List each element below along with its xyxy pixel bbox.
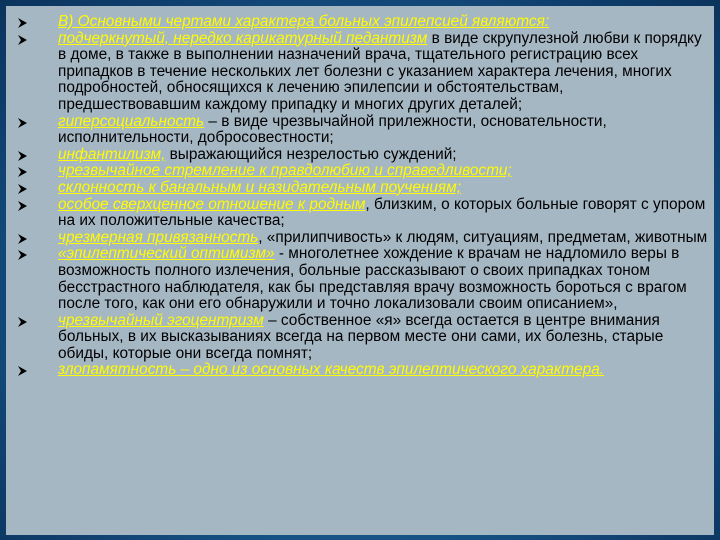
list-item: [18, 197, 708, 230]
item-rest: выражающийся незрелостью суждений;: [165, 145, 457, 163]
arrow-bullet-icon: [18, 180, 58, 197]
item-lead: злопамятность – одно из основных качеств эпилептического характера.: [58, 361, 605, 379]
list-item: [18, 163, 708, 180]
arrow-bullet-icon: [18, 14, 58, 31]
arrow-bullet-icon: [18, 362, 58, 379]
list-item: [18, 230, 708, 247]
list-item: [18, 362, 708, 379]
item-lead: В) Основными чертами характера больных эпилепсией являются:: [58, 13, 550, 30]
item-rest: , близким, о которых больные говорят с упором на их положительные качества;: [58, 195, 706, 230]
item-lead: чрезвычайный эгоцентризм: [58, 311, 264, 329]
item-lead: склонность к банальным и назидательным поучениям;: [58, 178, 461, 196]
item-lead: чрезвычайное стремление к правдолюбию и справедливости;: [58, 162, 512, 180]
arrow-bullet-icon: [18, 147, 58, 164]
arrow-bullet-icon: [18, 246, 58, 263]
arrow-bullet-icon: [18, 230, 58, 247]
item-lead: «эпилептический оптимизм»: [58, 245, 275, 263]
item-rest: - многолетнее хождение к врачам не надломило веры в возможность полного излечения, больные рассказывают о своих припадках тоном бесстрастного наблюдателя, как бы представляя врачу возможность бороться с врагом после того, как они его обнаружили и точно локализовали своим описанием»,: [58, 245, 687, 313]
list-item: [18, 246, 708, 312]
item-rest: , «прилипчивость» к людям, ситуациям, предметам, животным: [258, 228, 708, 246]
list-item: [18, 114, 708, 147]
bullet-list: [18, 14, 708, 379]
arrow-bullet-icon: [18, 163, 58, 180]
arrow-bullet-icon: [18, 31, 58, 48]
item-rest: в виде скрупулезной любви к порядку в доме, в также в выполнении назначений врача, тщательного регистрацию всех припадков в течение нескольких лет болезни с указанием характера лечения, многих подробностей, обносящихся к лечению эпилепсии и обстоятельствам, предшествовавшим каждому припадку и многих других деталей;: [58, 29, 702, 113]
item-lead: подчеркнутый, нередко карикатурный педантизм: [58, 29, 428, 47]
list-item: [18, 14, 708, 31]
item-lead: инфантилизм,: [58, 145, 166, 163]
arrow-bullet-icon: [18, 313, 58, 330]
list-item: [18, 147, 708, 164]
list-item: [18, 180, 708, 197]
item-rest: – собственное «я» всегда остается в центре внимания больных, в их высказываниях всегда на первом месте они сами, их болезнь, старые обиды, которые они всегда помнят;: [58, 311, 664, 362]
item-lead: гиперсоциальность: [58, 112, 205, 130]
arrow-bullet-icon: [18, 114, 58, 131]
text-panel: [6, 6, 714, 535]
list-item: [18, 313, 708, 363]
item-rest: – в виде чрезвычайной прилежности, основательности, исполнительности, добросовестности;: [58, 112, 607, 147]
list-item: [18, 31, 708, 114]
item-lead: чрезмерная привязанность: [58, 228, 259, 246]
item-lead: особое сверхценное отношение к родным: [58, 195, 366, 213]
arrow-bullet-icon: [18, 197, 58, 214]
